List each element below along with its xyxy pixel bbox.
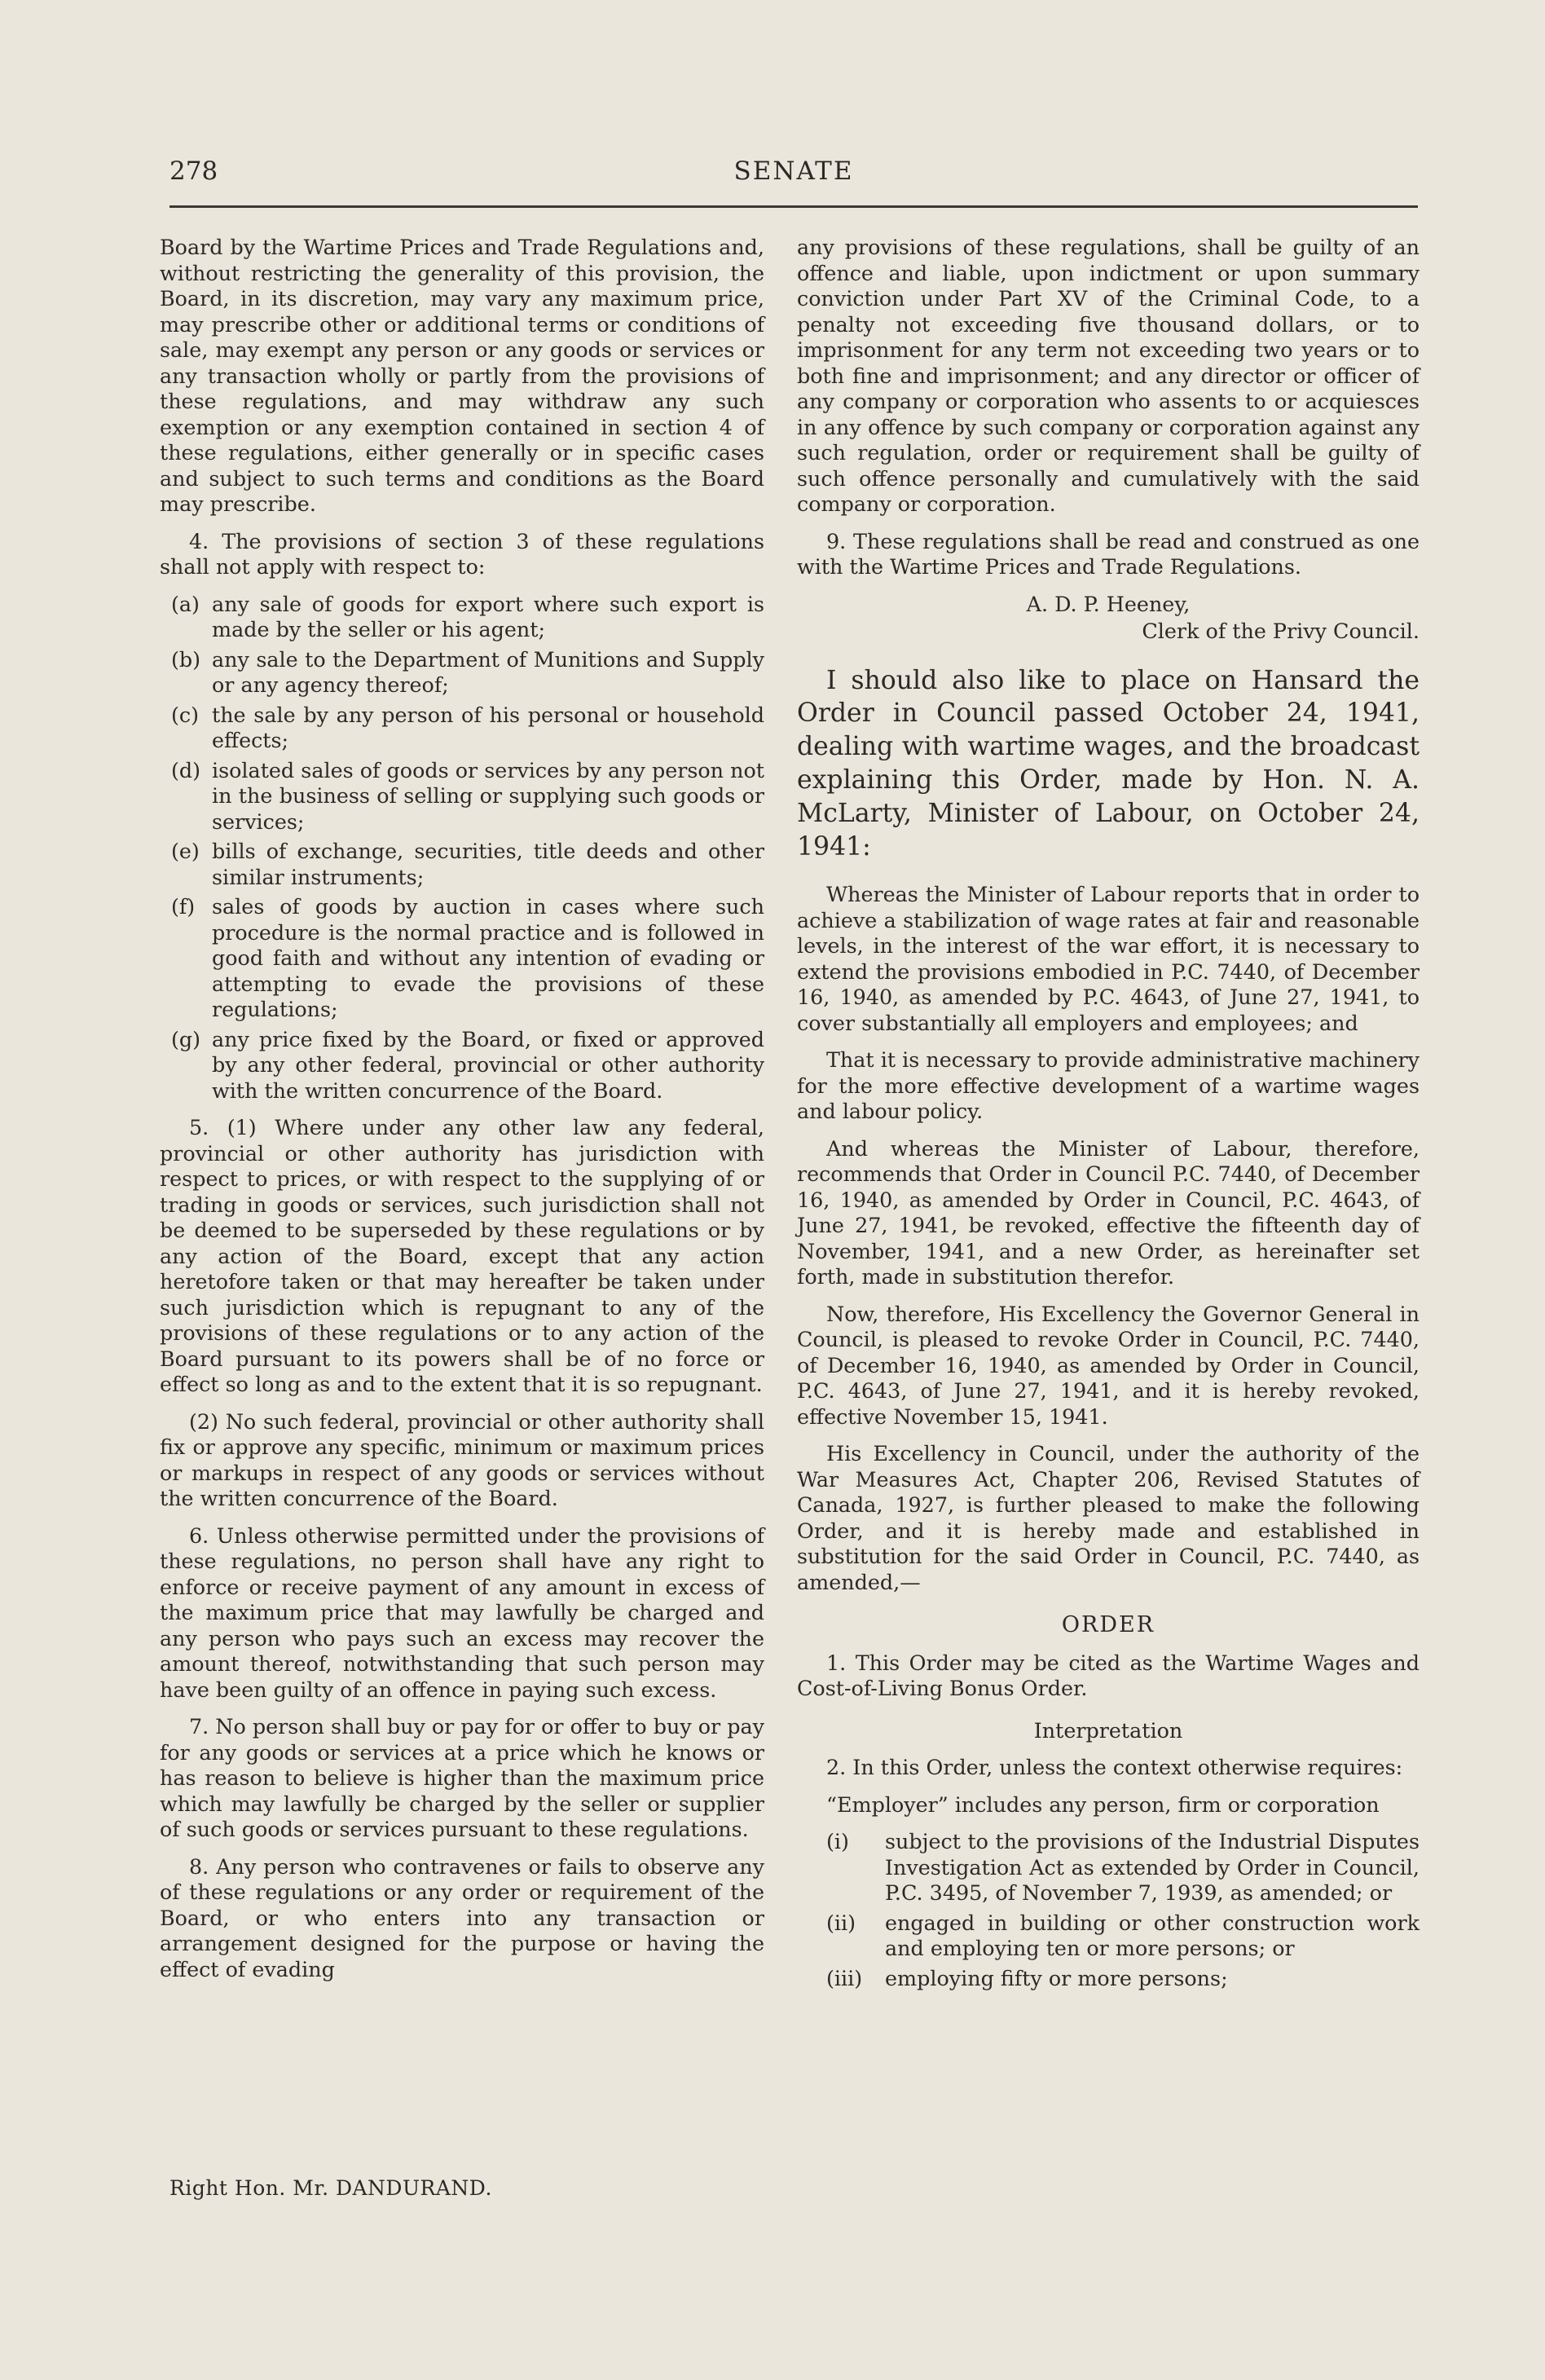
list-marker: (f) [171, 894, 196, 919]
order-heading: ORDER [1061, 1612, 1155, 1638]
list-item-text: subject to the provisions of the Industrial Disputes Investigation Act as extended by Order in Council, P.C. 3495, of November 7, 1939, as amended; or [885, 1829, 1420, 1906]
signatory-title: Clerk of the Privy Council. [1142, 619, 1420, 643]
list-item-text: any sale to the Department of Munitions and Supply or any agency thereof; [212, 646, 764, 697]
list-item-text: bills of exchange, securities, title deeds and other similar instruments; [212, 839, 764, 889]
section-4-list [160, 592, 764, 1104]
list-item [797, 1966, 1420, 1992]
order-section-2: 2. In this Order, unless the context otherwise requires: [826, 1755, 1403, 1780]
section-9: 9. These regulations shall be read and construed as one with the Wartime Prices and Trade Regulations. [797, 528, 1420, 579]
section-7: 7. No person shall buy or pay for or offer to buy or pay for any goods or services at a price which he knows or has reason to believe is higher than the maximum price which may lawfully be charged by the seller or supplier of such goods or services pursuant to these regulations. [160, 1714, 764, 1841]
right-column [797, 235, 1420, 2003]
list-item-text: engaged in building or other construction work and employing ten or more persons; or [885, 1910, 1420, 1961]
list-item [160, 758, 764, 835]
list-item-text: sales of goods by auction in cases where such procedure is the normal practice and is followed in good faith and without any intention of evading or attempting to evade the provisions of these regulations; [212, 894, 764, 1021]
list-marker: (a) [171, 591, 200, 616]
list-item [160, 839, 764, 890]
page-number: 278 [169, 156, 218, 186]
speech-paragraph: I should also like to place on Hansard the Order in Council passed October 24, 1941, dealing with wartime wages, and the broadcast explaining this Order, made by Hon. N. A. McLarty, Minister of Labour, on October 24, 1941: [797, 665, 1420, 862]
section-8-continuation: any provisions of these regulations, shall be guilty of an offence and liable, upon indictment or upon summary conviction under Part XV of the Criminal Code, to a penalty not exceeding five thousand dollars, or to imprisonment for any term not exceeding two years or to both fine and imprisonment; and any director or officer of any company or corporation who assents to or acquiesces in any offence by such company or corporation against any such regulation, order or requirement shall be guilty of such offence personally and cumulatively with the said company or corporation. [797, 235, 1420, 516]
page-header [169, 152, 1418, 194]
section-5-2: (2) No such federal, provincial or other authority shall fix or approve any specific, minimum or maximum prices or markups in respect of any goods or services without the written concurrence of the Board. [160, 1408, 764, 1510]
list-item-text: the sale by any person of his personal or household effects; [212, 702, 764, 752]
order-section-1: 1. This Order may be cited as the Wartime Wages and Cost-of-Living Bonus Order. [797, 1650, 1420, 1701]
list-item [160, 647, 764, 699]
list-marker: (ii) [826, 1910, 856, 1935]
whereas-paragraph-5: His Excellency in Council, under the authority of the War Measures Act, Chapter 206, Revised Statutes of Canada, 1927, is further pleased to make the following Order, and it is hereby made and established in substitution for the said Order in Council, P.C. 7440, as amended,— [797, 1441, 1420, 1594]
list-marker: (g) [171, 1026, 201, 1051]
whereas-paragraph-1: Whereas the Minister of Labour reports that in order to achieve a stabilization of wage rates at fair and reasonable levels, in the interest of the war effort, it is necessary to extend the provisions embodied in P.C. 7440, of December 16, 1940, as amended by P.C. 4643, of June 27, 1941, to cover substantially all employers and employees; and [797, 882, 1420, 1035]
list-item [797, 1829, 1420, 1906]
running-head: SENATE [733, 156, 854, 186]
list-item-text: any sale of goods for export where such export is made by the seller or his agent; [212, 591, 764, 641]
employer-definition: “Employer” includes any person, firm or corporation [826, 1792, 1380, 1817]
list-marker: (c) [171, 702, 200, 727]
employer-list [797, 1829, 1420, 1991]
section-5-1: 5. (1) Where under any other law any federal, provincial or other authority has jurisdiction with respect to prices, or with respect to the supplying of or trading in goods or services, such jurisdiction shall not be deemed to be superseded by these regulations or by any action of the Board, except that any action heretofore taken or that may hereafter be taken under such jurisdiction which is repugnant to any of the provisions of these regulations or to any action of the Board pursuant to its powers shall be of no force or effect so long as and to the extent that it is so repugnant. [160, 1115, 764, 1396]
list-marker: (i) [826, 1829, 849, 1854]
left-column [160, 235, 764, 1994]
list-marker: (d) [171, 757, 201, 782]
speaker-footer: Right Hon. Mr. DANDURAND. [169, 2176, 492, 2200]
list-item [160, 1027, 764, 1104]
list-item [160, 894, 764, 1023]
list-item-text: any price fixed by the Board, or fixed or approved by any other federal, provincial or other authority with the written concurrence of the Board. [212, 1026, 764, 1103]
list-item [160, 703, 764, 754]
paragraph-continuation: Board by the Wartime Prices and Trade Regulations and, without restricting the generality of this provision, the Board, in its discretion, may vary any maximum price, may prescribe other or additional terms or conditions of sale, may exempt any person or any goods or services or any transaction wholly or partly from the provisions of these regulations, and may withdraw any such exemption or any exemption contained in section 4 of these regulations, either generally or in specific cases and subject to such terms and conditions as the Board may prescribe. [160, 235, 764, 516]
section-4-intro: 4. The provisions of section 3 of these regulations shall not apply with respect to: [160, 528, 764, 579]
list-item [797, 1911, 1420, 1962]
interpretation-heading: Interpretation [1033, 1717, 1183, 1743]
list-item-text: employing fifty or more persons; [885, 1965, 1228, 1990]
section-6: 6. Unless otherwise permitted under the provisions of these regulations, no person shall have any right to enforce or receive payment of any amount in excess of the maximum price that may lawfully be charged and any person who pays such an excess may recover the amount thereof, notwithstanding that such person may have been guilty of an offence in paying such excess. [160, 1523, 764, 1702]
whereas-paragraph-2: That it is necessary to provide administrative machinery for the more effective development of a wartime wages and labour policy. [797, 1047, 1420, 1124]
signatory-name: A. D. P. Heeney, [1026, 591, 1191, 616]
section-8: 8. Any person who contravenes or fails to observe any of these regulations or any order or requirement of the Board, or who enters into any transaction or arrangement designed for the purpose or having the effect of evading [160, 1853, 764, 1981]
list-marker: (b) [171, 646, 201, 672]
list-marker: (e) [171, 839, 200, 863]
list-item-text: isolated sales of goods or services by any person not in the business of selling or supplying such goods or services; [212, 757, 764, 834]
header-rule [169, 205, 1418, 208]
list-marker: (iii) [826, 1965, 863, 1990]
list-item [160, 592, 764, 643]
whereas-paragraph-4: Now, therefore, His Excellency the Governor General in Council, is pleased to revoke Order in Council, P.C. 7440, of December 16, 1940, as amended by Order in Council, P.C. 4643, of June 27, 1941, and it is hereby revoked, effective November 15, 1941. [797, 1301, 1420, 1429]
whereas-paragraph-3: And whereas the Minister of Labour, therefore, recommends that Order in Council P.C. 7440, of December 16, 1940, as amended by Order in Council, P.C. 4643, of June 27, 1941, be revoked, effective the fifteenth day of November, 1941, and a new Order, as hereinafter set forth, made in substitution therefor. [797, 1135, 1420, 1289]
